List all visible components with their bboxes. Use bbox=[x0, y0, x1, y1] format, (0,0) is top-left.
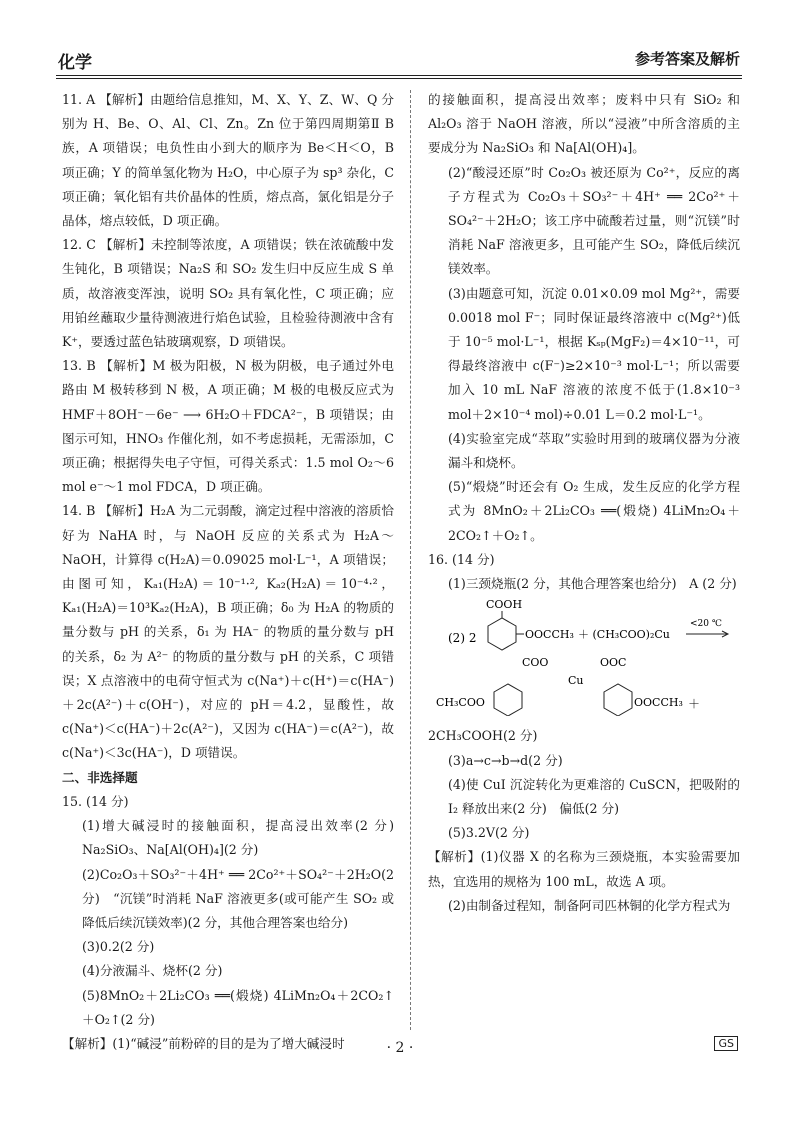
analysis-16-2: (2)由制备过程知，制备阿司匹林铜的化学方程式为 bbox=[448, 897, 731, 913]
analysis-15-2: (2)“酸浸还原”时 Co₂O₃ 被还原为 Co²⁺，反应的离子方程式为 Co₂O₃＋SO₃²⁻＋4H⁺ ══ 2Co²⁺＋SO₄²⁻＋2H₂O；该工序中硫酸若过量，则“沉镁”时消耗 NaF 溶液更多，且可能产生 SO₂，降低后续沉镁效率。 bbox=[448, 164, 740, 277]
answer-12: 12. C 【解析】未控制等浓度，A 项错误；铁在浓硫酸中发生钝化，B 项错误；Na₂S 和 SO₂ 发生归中反应生成 S 单质，故溶液变浑浊，说明 SO₂ 具有氧化性，C 项正确；应用铂丝蘸取少量待测液进行焰色试验，且检验待测液中含有 K⁺，要透过蓝色钴玻璃观察，D 项错误。 bbox=[62, 237, 394, 350]
analysis-15-1: 的接触面积，提高浸出效率；废料中只有 SiO₂ 和 Al₂O₃ 溶于 NaOH 溶液，所以“浸液”中所含溶质的主要成分为 Na₂SiO₃ 和 Na[Al(OH)₄]。 bbox=[428, 92, 740, 156]
benzene-ring bbox=[488, 618, 516, 650]
answer-15-1: (1)增大碱浸时的接触面积，提高浸出效率(2 分) Na₂SiO₃、Na[Al(OH)₄](2 分) bbox=[82, 818, 407, 858]
answer-16-4: (4)使 CuI 沉淀转化为更难溶的 CuSCN，把吸附的 I₂ 释放出来(2 分) 偏低(2 分) bbox=[448, 776, 740, 817]
condition-label: <20 ℃ bbox=[690, 619, 722, 630]
reaction-scheme bbox=[428, 596, 740, 716]
analysis-15-start: 【解析】(1)“碱浸”前粉碎的目的是为了增大碱浸时 bbox=[62, 1035, 345, 1051]
subject-title: 化学 bbox=[58, 53, 92, 73]
answer-14: 14. B 【解析】H₂A 为二元弱酸，滴定过程中溶液的溶质恰好为 NaHA 时，与 NaOH 反应的关系式为 H₂A～NaOH，计算得 c(H₂A)＝0.09025 mol·L⁻¹，A 项错误；由图可知，Kₐ₁(H₂A)＝10⁻¹·², Kₐ₂(H₂A)＝10⁻⁴·²，Kₐ₁(H₂A)＝10³Kₐ₂(H₂A)，B 项正确；δ₀ 为 H₂A 的物质的量分数与 pH 的关系，δ₁ 为 HA⁻ 的物质的量分数与 pH 的关系，δ₂ 为 A²⁻ 的物质的量分数与 pH 的关系，C 项错误；X 点溶液中的电荷守恒式为 c(Na⁺)＋c(H⁺)＝c(HA⁻)＋2c(A²⁻)＋c(OH⁻)，对应的 pH＝4.2，显酸性，故 c(Na⁺)＜c(HA⁻)＋2c(A²⁻)，又因为 c(HA⁻)＝c(A²⁻)，故 c(Na⁺)＜3c(HA⁻)，D 项错误。 bbox=[62, 503, 394, 761]
answer-13: 13. B 【解析】M 极为阳极，N 极为阴极，电子通过外电路由 M 极转移到 N 极，A 项正确；M 极的电极反应式为 HMF＋8OH⁻－6e⁻ ⟶ 6H₂O＋FDCA²⁻，B 项错误；由图示可知，HNO₃ 作催化剂，如不考虑损耗，无需添加，C 项正确；根据得失电子守恒，可得关系式：1.5 mol O₂～6 mol e⁻～1 mol FDCA，D 项正确。 bbox=[62, 358, 394, 495]
answer-11: 11. A 【解析】由题给信息推知，M、X、Y、Z、W、Q 分别为 H、Be、O、Al、Cl、Zn。Zn 位于第四周期第Ⅱ B 族，A 项错误；电负性由小到大的顺序为 Be＜H＜O，B 项正确；Y 的简单氢化物为 H₂O，中心原子为 sp³ 杂化，C 项正确；氧化铝有共价晶体的性质，熔点高，氯化铝是分子晶体，熔点较低，D 项正确。 bbox=[62, 92, 394, 229]
header-rule bbox=[56, 75, 742, 76]
answer-16-5: (5)3.2V(2 分) bbox=[448, 825, 530, 841]
section-title: 参考答案及解析 bbox=[634, 50, 740, 68]
answer-16-1: (1)三颈烧瓶(2 分，其他合理答案也给分) A (2 分) bbox=[448, 576, 737, 592]
answer-15-2: (2)Co₂O₃＋SO₃²⁻＋4H⁺ ══ 2Co²⁺＋SO₄²⁻＋2H₂O(2 分) “沉镁”时消耗 NaF 溶液更多(或可能产生 SO₂ 或降低后续沉镁效率)(2 分，其他合理答案也给分) bbox=[82, 866, 394, 930]
cooh-label: COOH bbox=[486, 598, 523, 612]
ooc-label: OOC bbox=[600, 656, 627, 670]
analysis-15-3: (3)由题意可知，沉淀 0.01×0.09 mol Mg²⁺，需要 0.0018 mol F⁻；同时保证最终溶液中 c(Mg²⁺)低于 10⁻⁵ mol·L⁻¹，根据 Kₛₚ(MgF₂)＝4×10⁻¹¹，可得最终溶液中 c(F⁻)≥2×10⁻³ mol·L⁻¹；所以需要加入 10 mL NaF 溶液的浓度不低于(1.8×10⁻³ mol＋2×10⁻⁴ mol)÷0.01 L＝0.2 mol·L⁻¹。 bbox=[448, 285, 740, 422]
right-column bbox=[428, 88, 740, 918]
scheme-label: (2) 2 bbox=[448, 631, 477, 646]
analysis-15-5: (5)“煅烧”时还会有 O₂ 生成，发生反应的化学方程式为 8MnO₂＋2Li₂CO₃ ══(煅烧) 4LiMn₂O₄＋2CO₂↑＋O₂↑。 bbox=[448, 479, 740, 543]
section-heading: 二、非选择题 bbox=[62, 769, 138, 785]
answer-16-title: 16. (14 分) bbox=[428, 551, 495, 567]
footer-mark: GS bbox=[714, 1036, 738, 1051]
copper-acetate: ＋ (CH₃COO)₂Cu bbox=[578, 628, 670, 642]
answer-16-2-end: 2CH₃COOH(2 分) bbox=[428, 728, 538, 744]
ch3coo-label: CH₃COO bbox=[436, 696, 485, 710]
ester-label: OOCCH₃ bbox=[525, 628, 574, 642]
analysis-16-1: 【解析】(1)仪器 X 的名称为三颈烧瓶，本实验需要加热，宜选用的规格为 100 mL，故选 A 项。 bbox=[428, 849, 740, 889]
answer-15-title: 15. (14 分) bbox=[62, 793, 129, 809]
page-number: · 2 · bbox=[386, 1040, 414, 1056]
left-column bbox=[62, 88, 407, 1056]
answer-16-3: (3)a→c→b→d(2 分) bbox=[448, 752, 563, 768]
header-rule-thin bbox=[56, 78, 742, 79]
plus-label: ＋ bbox=[688, 697, 701, 712]
analysis-15-4: (4)实验室完成“萃取”实验时用到的玻璃仪器为分液漏斗和烧杯。 bbox=[448, 430, 740, 471]
answer-15-4: (4)分液漏斗、烧杯(2 分) bbox=[82, 963, 223, 979]
ester-label-2: OOCCH₃ bbox=[634, 696, 683, 710]
coo-label: COO bbox=[522, 656, 549, 670]
answer-15-5: (5)8MnO₂＋2Li₂CO₃ ══(煅烧) 4LiMn₂O₄＋2CO₂↑＋O₂↑(2 分) bbox=[82, 987, 394, 1027]
column-divider bbox=[410, 90, 411, 1030]
cu-label: Cu bbox=[568, 674, 584, 688]
answer-15-3: (3)0.2(2 分) bbox=[82, 939, 155, 955]
